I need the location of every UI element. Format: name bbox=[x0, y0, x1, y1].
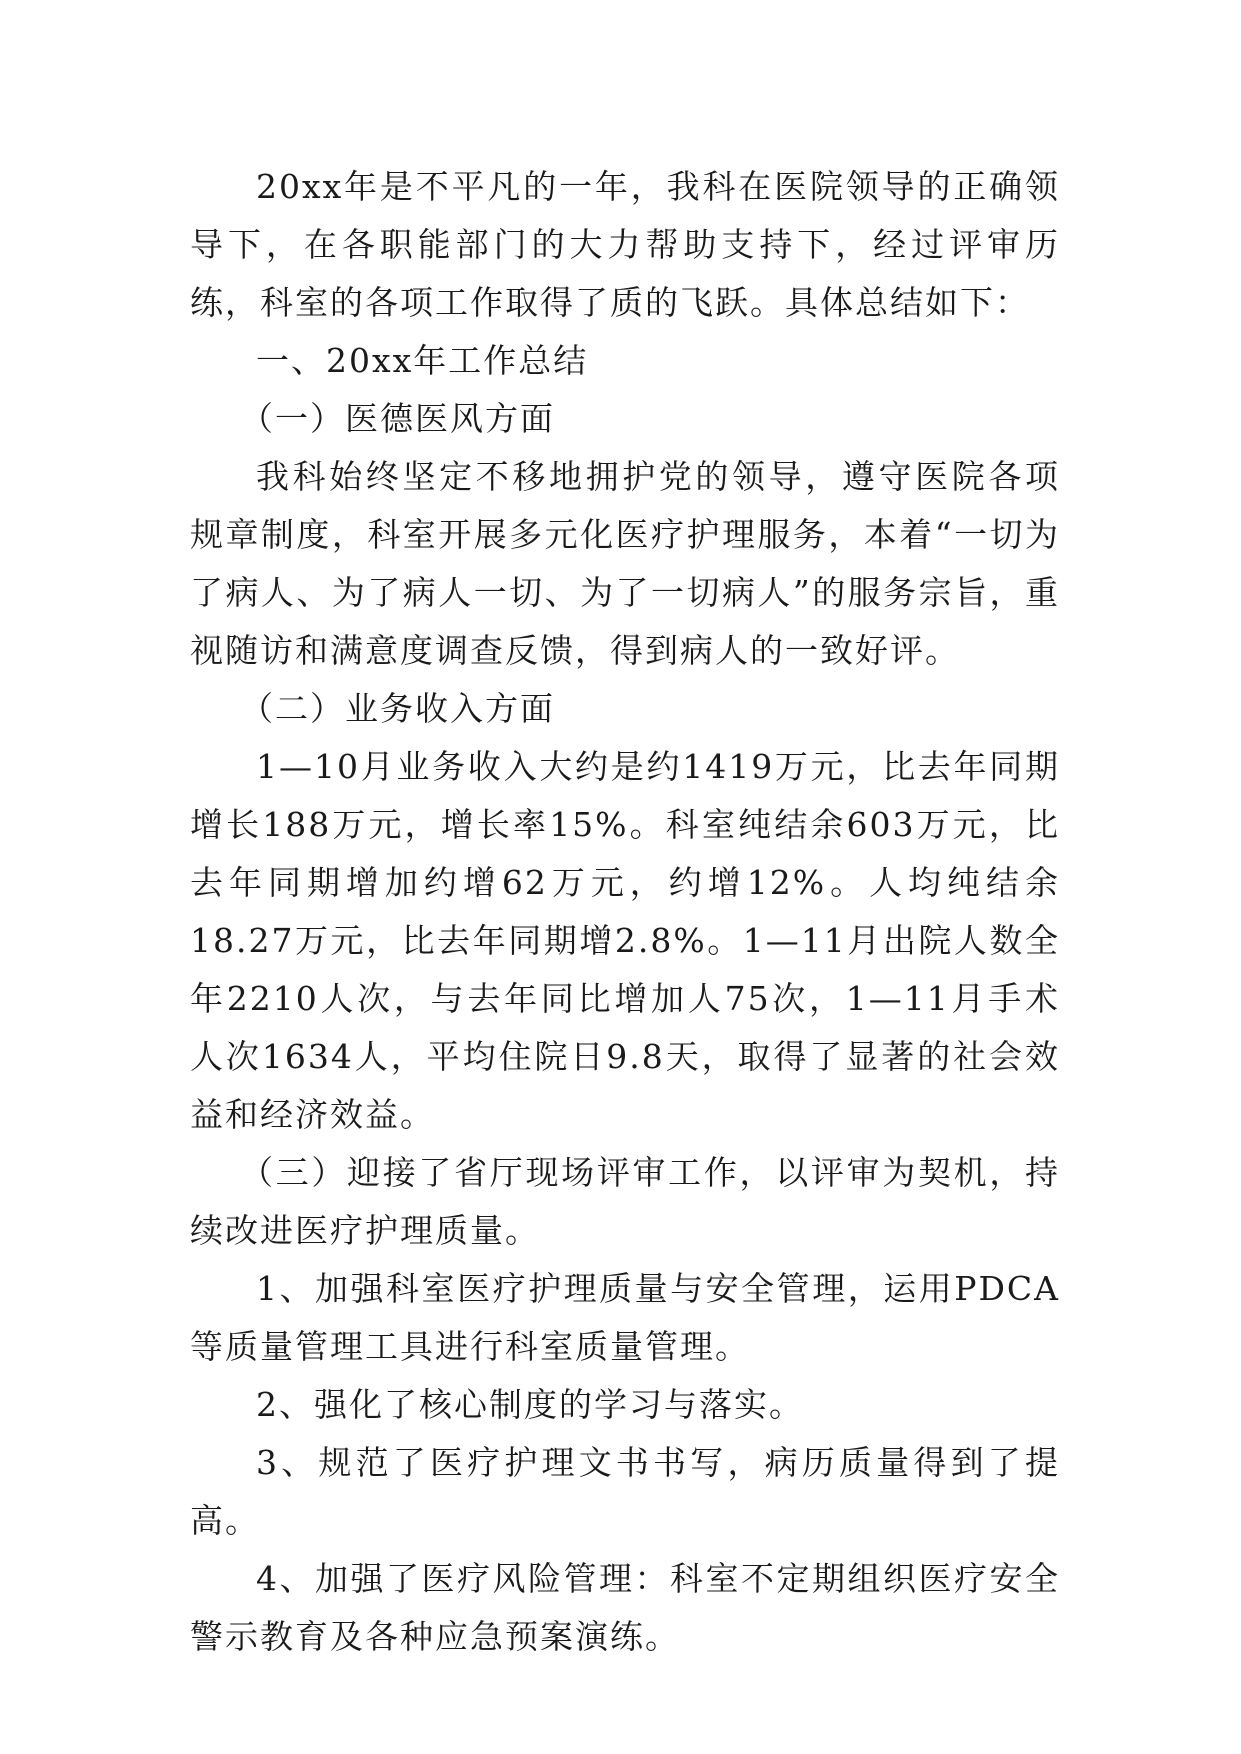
section-heading: 一、20xx年工作总结 bbox=[256, 341, 589, 380]
document-body bbox=[190, 158, 1060, 1666]
subsection-heading-2: （二）业务收入方面 bbox=[240, 689, 555, 728]
intro-paragraph: 20xx年是不平凡的一年，我科在医院领导的正确领导下，在各职能部门的大力帮助支持下，经过评审历练，科室的各项工作取得了质的飞跃。具体总结如下： bbox=[190, 167, 1060, 322]
subsection-body-1: 我科始终坚定不移地拥护党的领导，遵守医院各项规章制度，科室开展多元化医疗护理服务，本着“一切为了病人、为了病人一切、为了一切病人”的服务宗旨，重视随访和满意度调查反馈，得到病人的一致好评。 bbox=[190, 457, 1060, 670]
list-item: 2、强化了核心制度的学习与落实。 bbox=[256, 1385, 804, 1424]
subsection-heading-1: （一）医德医风方面 bbox=[240, 399, 555, 438]
subsection-heading-3: （三）迎接了省厅现场评审工作，以评审为契机，持续改进医疗护理质量。 bbox=[190, 1153, 1060, 1250]
subsection-body-2: 1—10月业务收入大约是约1419万元，比去年同期增长188万元，增长率15%。科室纯结余603万元，比去年同期增加约增62万元，约增12%。人均纯结余18.27万元，比去年同期增2.8%。1—11月出院人数全年2210人次，与去年同比增加人75次，1—11月手术人次1634人，平均住院日9.8天，取得了显著的社会效益和经济效益。 bbox=[190, 747, 1060, 1134]
list-item: 3、规范了医疗护理文书书写，病历质量得到了提高。 bbox=[190, 1443, 1060, 1540]
list-item: 1、加强科室医疗护理质量与安全管理，运用PDCA等质量管理工具进行科室质量管理。 bbox=[190, 1269, 1060, 1366]
list-item: 4、加强了医疗风险管理：科室不定期组织医疗安全警示教育及各种应急预案演练。 bbox=[190, 1559, 1060, 1656]
